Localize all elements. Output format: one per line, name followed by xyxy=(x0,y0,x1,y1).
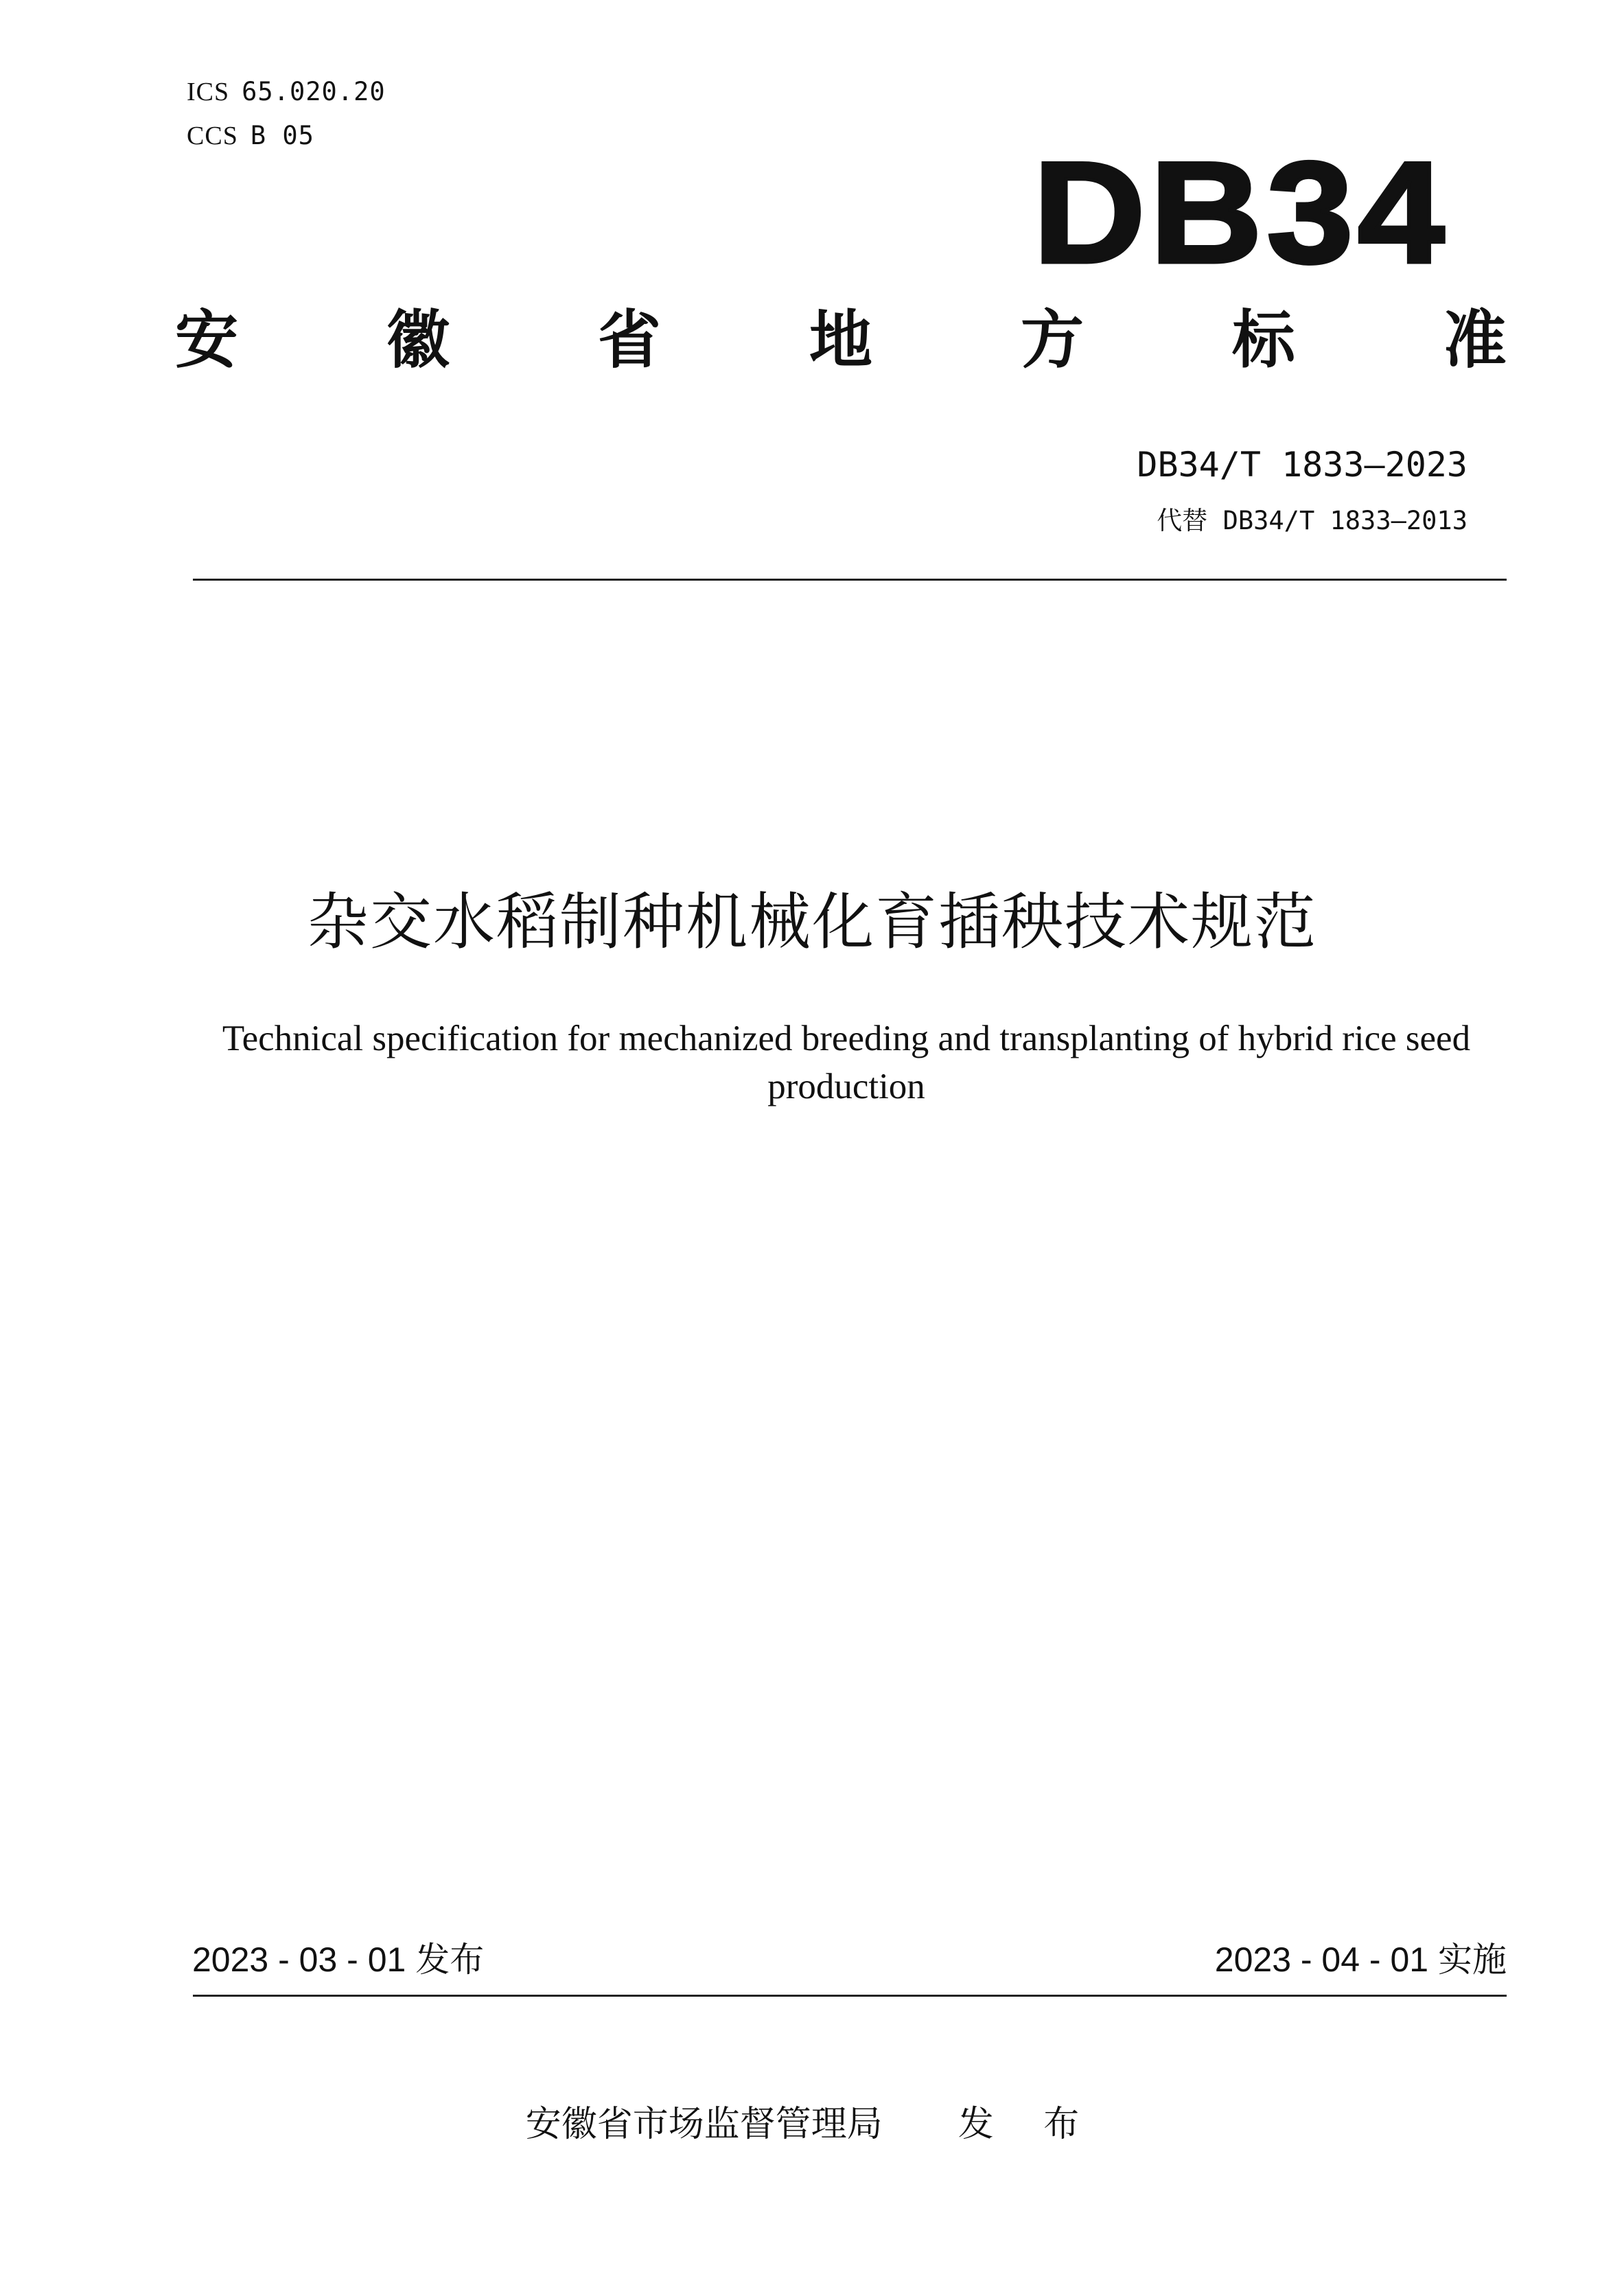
standard-type-char: 省 xyxy=(597,303,661,377)
ics-code-line xyxy=(187,77,386,107)
ccs-code: B 05 xyxy=(250,121,314,150)
replaces-standard: 代替 DB34/T 1833—2013 xyxy=(1157,506,1468,535)
ccs-code-line xyxy=(187,121,314,151)
standard-type-char: 准 xyxy=(1443,303,1507,377)
publisher-line xyxy=(0,2095,1624,2146)
title-chinese: 杂交水稻制种机械化育插秧技术规范 xyxy=(307,886,1317,958)
standard-type-char: 方 xyxy=(1020,303,1084,377)
title-english: Technical specification for mechanized breeding and transplanting of hybrid rice seed production xyxy=(222,1019,1471,1106)
publish-action: 发 布 xyxy=(958,2104,1099,2145)
ics-code: 65.020.20 xyxy=(242,77,386,106)
standard-type-char: 地 xyxy=(809,303,872,377)
standard-type-char: 徽 xyxy=(386,303,450,377)
db34-logo: DB34 xyxy=(1033,132,1449,293)
issue-date: 2023 - 03 - 01 发布 xyxy=(192,1940,485,1979)
implementation-date: 2023 - 04 - 01 实施 xyxy=(1214,1940,1507,1979)
publisher-name: 安徽省市场监督管理局 xyxy=(525,2104,883,2145)
standard-number: DB34/T 1833—2023 xyxy=(1137,445,1468,485)
standard-type-char: 标 xyxy=(1231,303,1295,377)
ccs-label: CCS xyxy=(187,121,238,150)
ics-label: ICS xyxy=(187,78,230,106)
header-divider xyxy=(193,579,1507,581)
footer-divider xyxy=(193,1995,1507,1997)
standard-type-char: 安 xyxy=(175,303,239,377)
standard-type-heading xyxy=(175,303,1507,377)
